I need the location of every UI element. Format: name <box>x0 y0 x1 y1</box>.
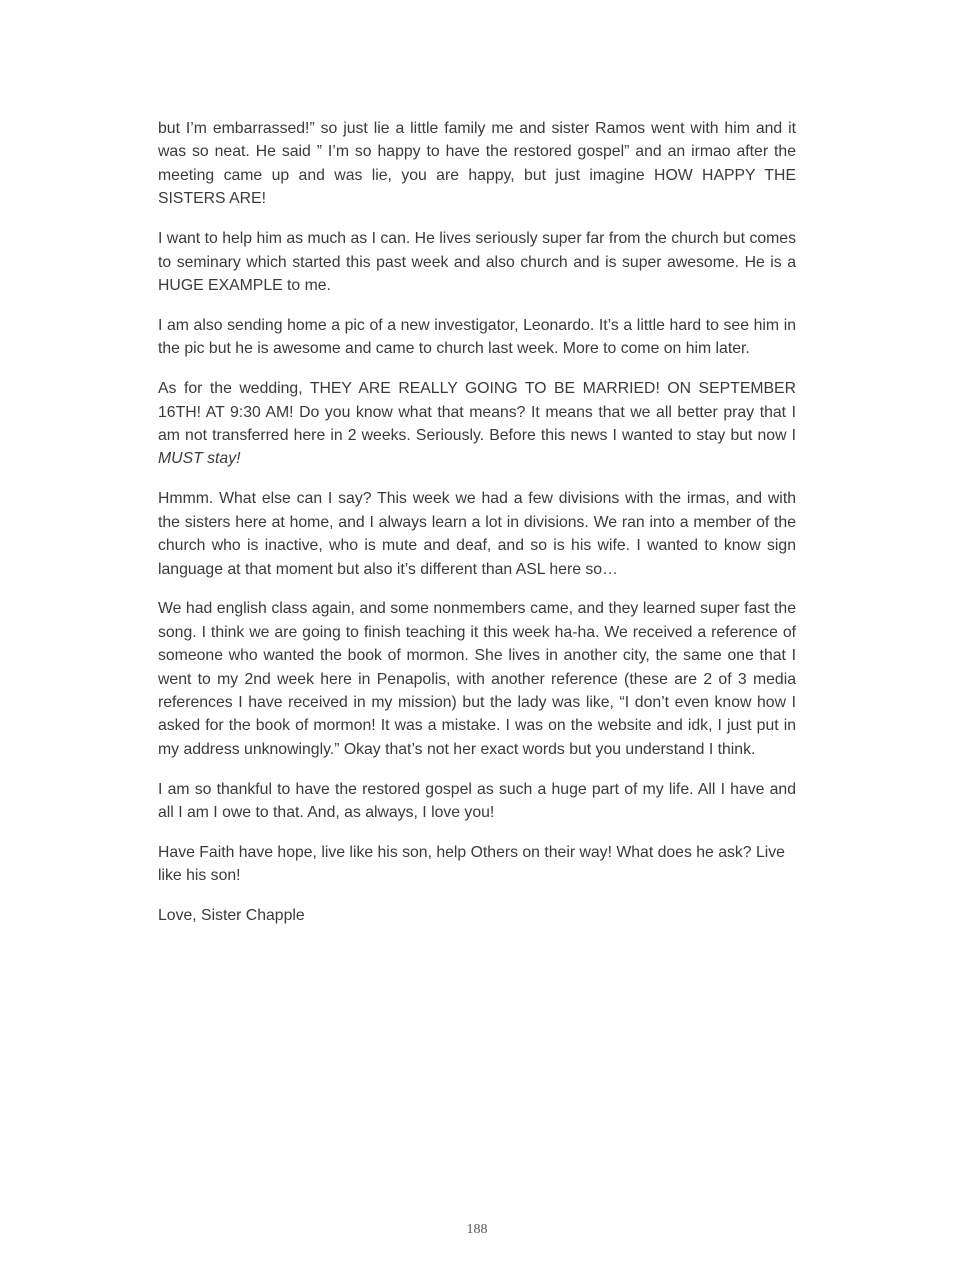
paragraph-divisions: Hmmm. What else can I say? This week we had a few divisions with the irmas, and with the sisters here at home, and I always learn a lot in divisions. We ran into a member of the church who is inactive, who is mute and deaf, and so is his wife. I wanted to know sign language at that moment but also it’s different than ASL here so… <box>158 490 796 578</box>
paragraph-have-faith: Have Faith have hope, live like his son, help Others on their way! What does he ask? Live like his son! <box>158 844 785 885</box>
paragraph-thankful: I am so thankful to have the restored gospel as such a huge part of my life. All I have and all I am I owe to that. And, as always, I love you! <box>158 780 796 822</box>
page-number: 188 <box>466 1222 488 1237</box>
wedding-emphasis: MUST stay! <box>158 450 241 468</box>
paragraph-wedding <box>158 377 796 471</box>
wedding-text: As for the wedding, THEY ARE REALLY GOING TO BE MARRIED! ON SEPTEMBER 16TH! AT 9:30 AM! Do you know what that means? It means that we all better pray that I am not transferred here in 2 weeks. Seriously. Before this news I wanted to stay but now I <box>158 380 796 444</box>
letter-body <box>158 117 796 944</box>
paragraph-help-him: I want to help him as much as I can. He lives seriously super far from the church but comes to seminary which started this past week and also church and is super awesome. He is a HUGE EXAMPLE to me. <box>158 230 796 294</box>
signature: Love, Sister Chapple <box>158 907 305 925</box>
paragraph-english-class: We had english class again, and some nonmembers came, and they learned super fast the song. I think we are going to finish teaching it this week ha-ha. We received a reference of someone who wanted the book of mormon. She lives in another city, the same one that I went to my 2nd week here in Penapolis, with another reference (these are 2 of 3 media references I have received in my mission) but the lady was like, “I don’t even know how I asked for the book of mormon! It was a mistake. I was on the website and idk, I just put in my address unknowingly.” Okay that’s not her exact words but you understand I think. <box>158 600 796 758</box>
paragraph-investigator: I am also sending home a pic of a new investigator, Leonardo. It’s a little hard to see him in the pic but he is awesome and came to church last week. More to come on him later. <box>158 316 796 358</box>
paragraph-embarrassed: but I’m embarrassed!” so just lie a little family me and sister Ramos went with him and it was so neat. He said ” I’m so happy to have the restored gospel” and an irmao after the meeting came up and was lie, you are happy, but just imagine HOW HAPPY THE SISTERS ARE! <box>158 120 796 208</box>
